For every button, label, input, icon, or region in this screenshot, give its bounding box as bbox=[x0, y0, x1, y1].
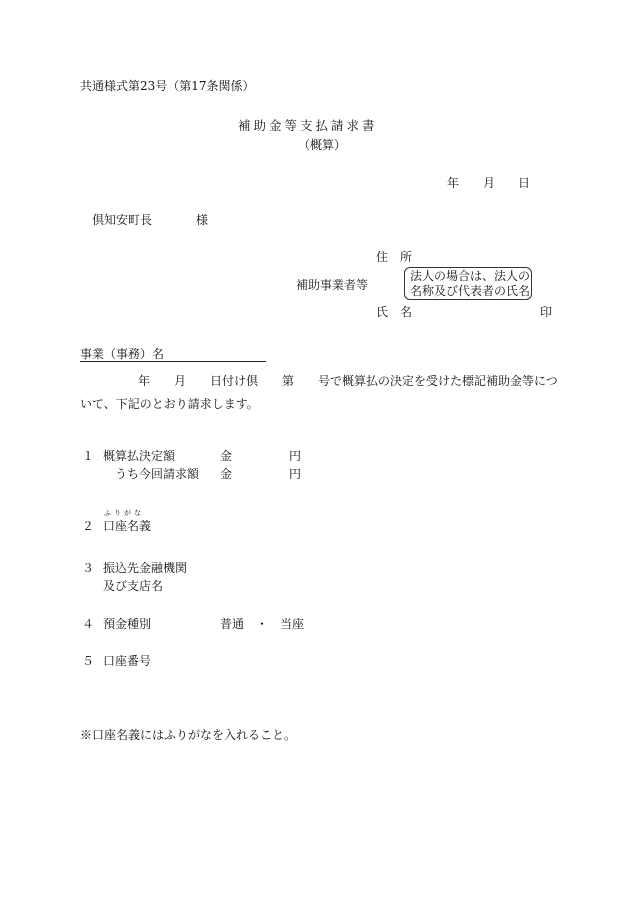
corporate-note-line2: 名称及び代表者の氏名 bbox=[410, 284, 531, 298]
document-title: 補助金等支払請求書 bbox=[238, 118, 378, 133]
address-label: 住 所 bbox=[376, 250, 413, 264]
body-dated: 日付け倶 bbox=[210, 374, 259, 388]
item-2-number: ２ bbox=[82, 519, 95, 533]
project-name-underline bbox=[80, 361, 266, 362]
item-1-sub-yen: 円 bbox=[289, 467, 302, 481]
item-1-yen: 円 bbox=[289, 449, 302, 463]
body-dai: 第 bbox=[282, 374, 295, 388]
name-label: 氏 名 bbox=[376, 305, 413, 319]
item-3-number: ３ bbox=[82, 561, 95, 575]
footnote: ※口座名義にはふりがなを入れること。 bbox=[80, 728, 297, 742]
project-name-label: 事業（事務）名 bbox=[80, 347, 165, 361]
item-1-kin: 金 bbox=[220, 449, 233, 463]
item-2-label: 口座名義 bbox=[103, 519, 152, 533]
date-month: 月 bbox=[483, 176, 496, 190]
body-line1-rest: 号で概算払の決定を受けた標記補助金等につ bbox=[318, 374, 558, 388]
body-month: 月 bbox=[174, 374, 187, 388]
item-4-label: 預金種別 bbox=[103, 617, 152, 631]
item-4-options: 普通 ・ 当座 bbox=[220, 617, 305, 631]
item-1-sub-label: うち今回請求額 bbox=[115, 467, 200, 481]
applicant-role-label: 補助事業者等 bbox=[296, 278, 369, 292]
item-5-label: 口座番号 bbox=[103, 654, 152, 668]
item-1-label: 概算払決定額 bbox=[103, 449, 176, 463]
item-3-label2: 及び支店名 bbox=[103, 579, 164, 593]
item-2-ruby: ふりがな bbox=[104, 509, 144, 517]
addressee-name: 倶知安町長 bbox=[92, 213, 153, 227]
item-1-sub-kin: 金 bbox=[220, 467, 233, 481]
item-5-number: ５ bbox=[82, 654, 95, 668]
item-3-label: 振込先金融機関 bbox=[103, 561, 188, 575]
seal-mark: 印 bbox=[540, 305, 553, 319]
document-subtitle: （概算） bbox=[298, 138, 347, 152]
corporate-note-line1: 法人の場合は、法人の bbox=[410, 269, 531, 283]
date-day: 日 bbox=[518, 176, 531, 190]
date-year: 年 bbox=[447, 176, 460, 190]
body-year: 年 bbox=[138, 374, 151, 388]
item-4-number: ４ bbox=[82, 617, 95, 631]
item-1-number: １ bbox=[82, 449, 95, 463]
body-line2: いて、下記のとおり請求します。 bbox=[80, 397, 259, 411]
addressee-honorific: 様 bbox=[196, 213, 209, 227]
form-reference: 共通様式第23号（第17条関係） bbox=[80, 79, 255, 93]
